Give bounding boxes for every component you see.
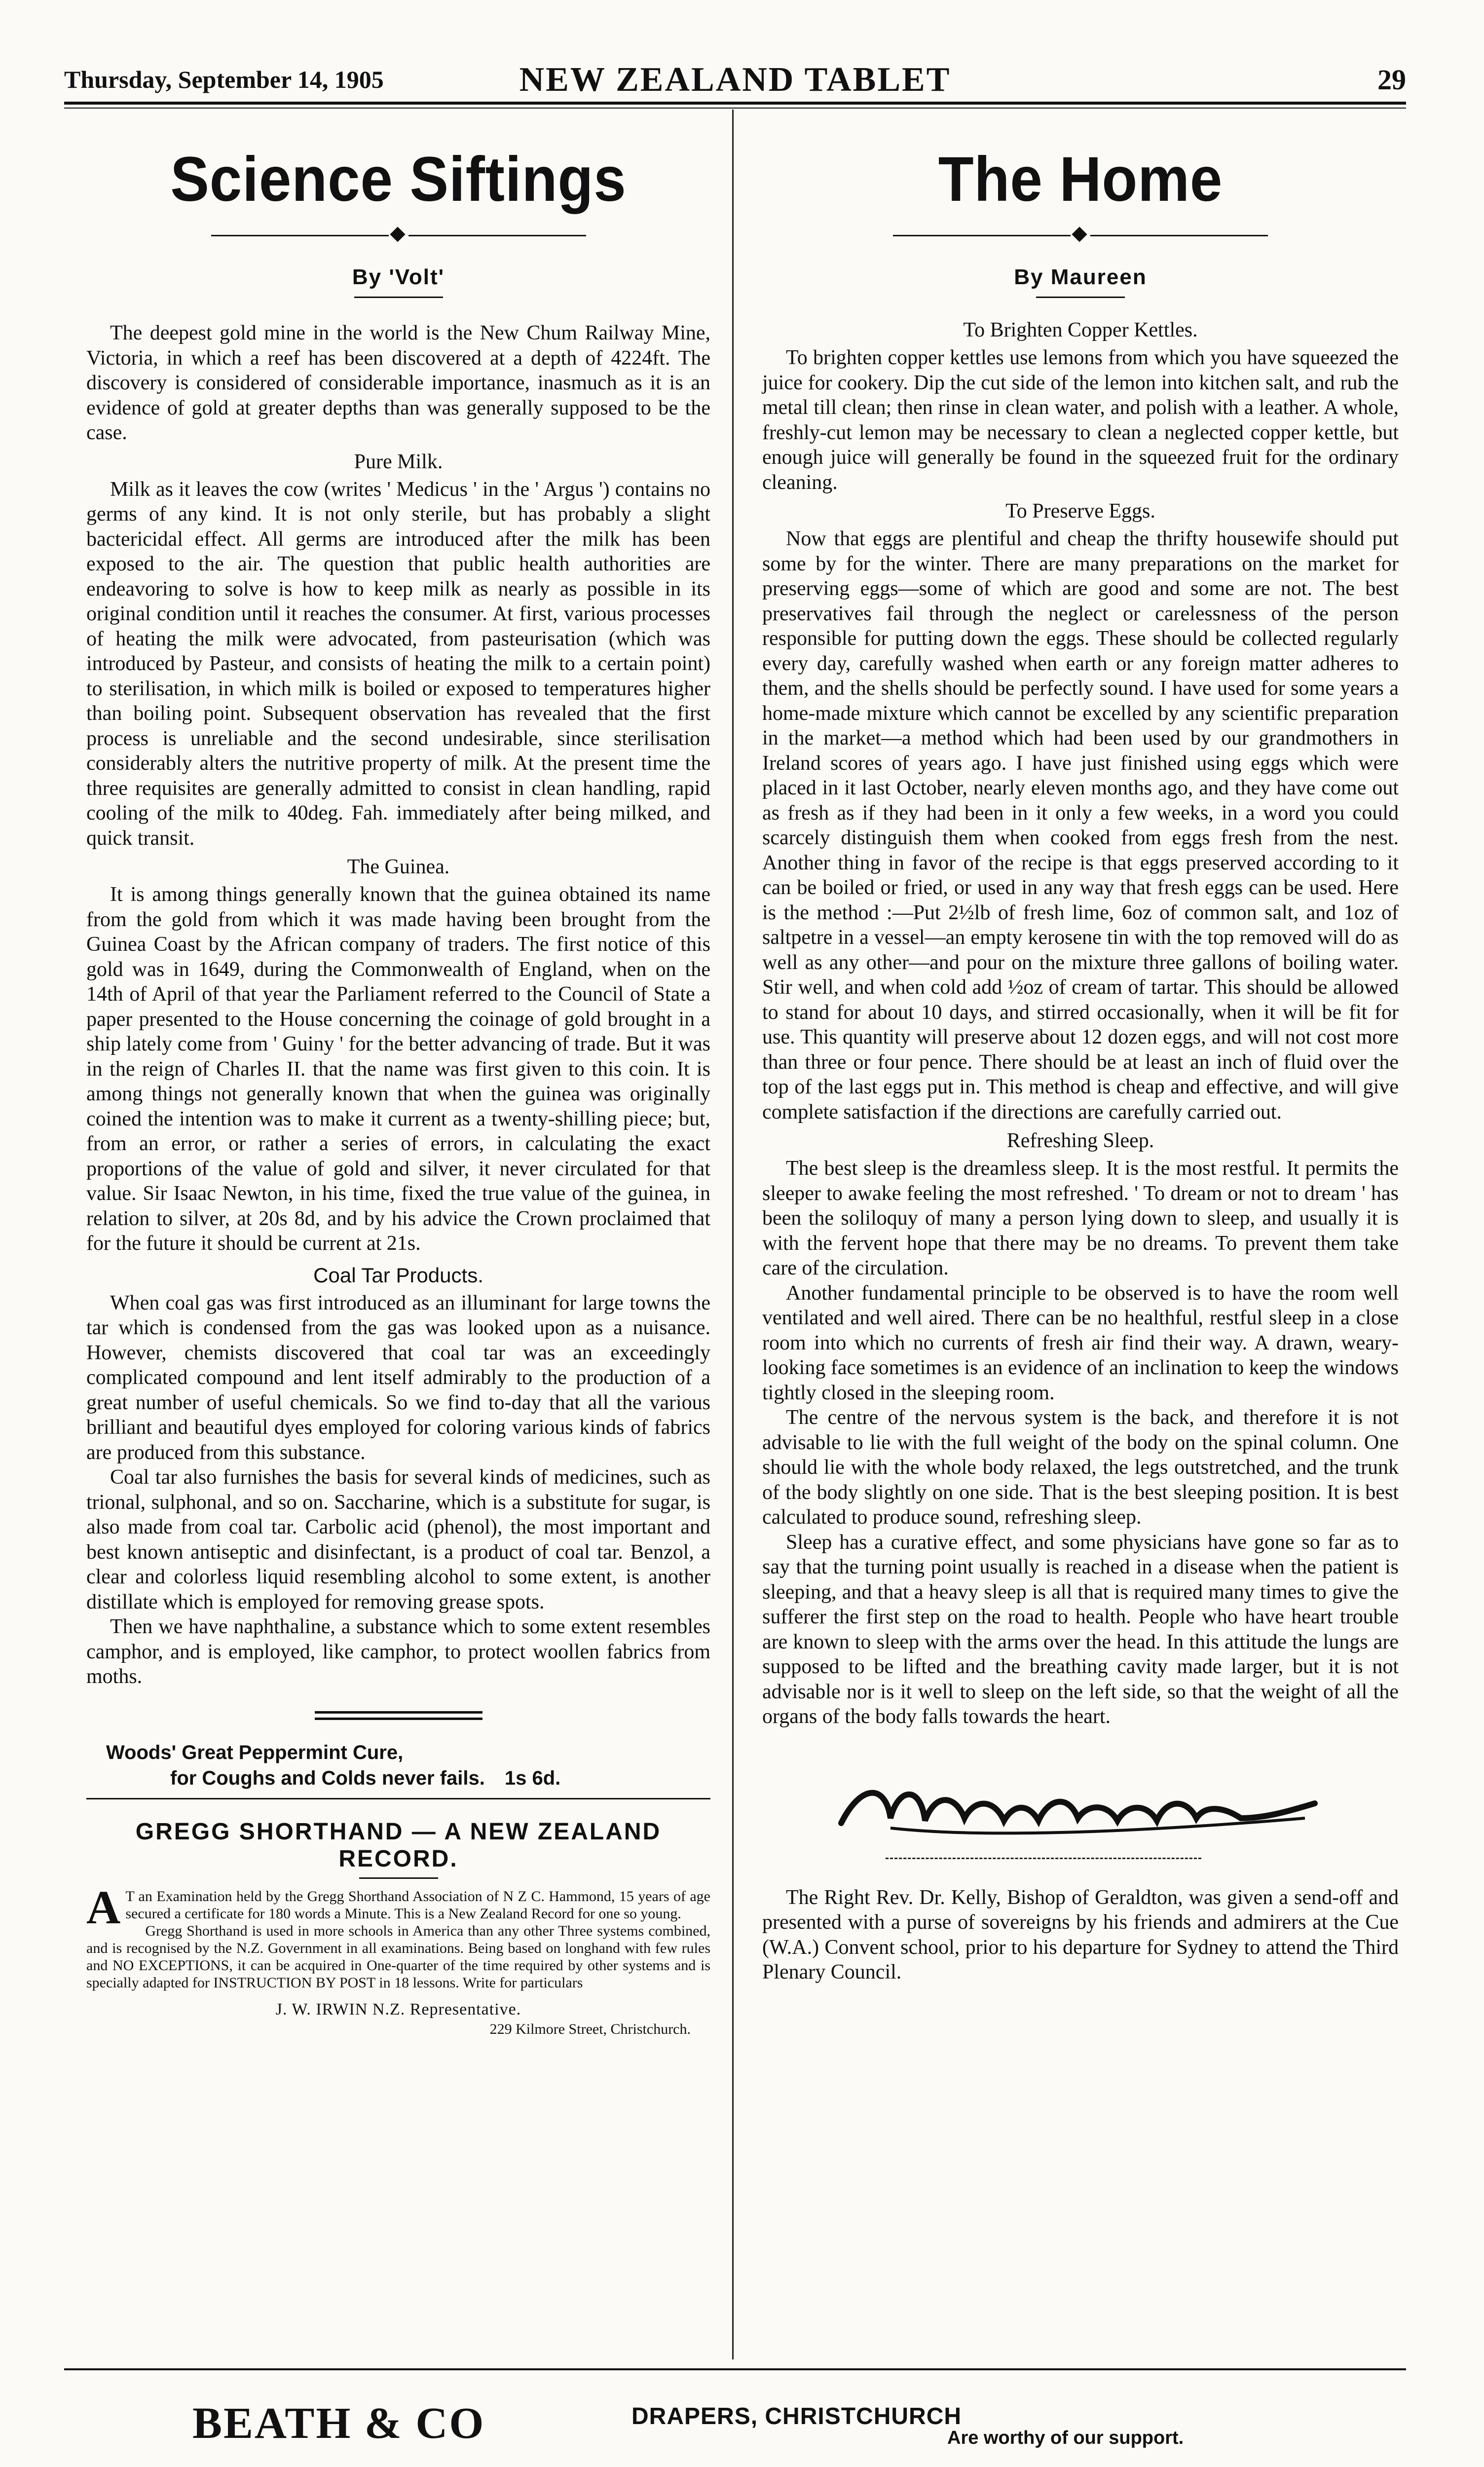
woods-advertisement <box>106 1740 710 1791</box>
section-double-rule <box>315 1711 482 1720</box>
gregg-text <box>86 1880 710 1991</box>
coaltar-paragraph-1: When coal gas was first introduced as an illuminant for large towns the tar which is condensed from the gas was looked upon as a nuisance. However, chemists discovered that coal tar was an exceedingly complicated compound and lent itself admirably to the production of a great number of useful chemicals. So we find to-day that all the various brilliant and beautiful dyes employed for coloring various kinds of fabrics are produced from this substance. <box>86 1291 710 1464</box>
byline-rule <box>354 297 443 298</box>
woods-price: 1s 6d. <box>504 1767 561 1789</box>
home-note <box>762 1885 1399 1985</box>
woods-line-1: Woods' Great Peppermint Cure, <box>106 1741 404 1763</box>
gregg-advertisement <box>86 1818 710 2038</box>
beath-brand: BEATH & CO <box>192 2399 485 2448</box>
science-intro: The deepest gold mine in the world is the New Chum Railway Mine, Victoria, in which a reef has been discovered at a depth of 4224ft. The discovery is considered of considerable importance, inasmuch as it is an evidence of gold at greater depths than was generally supposed to be the case. <box>86 322 710 444</box>
science-byline: By 'Volt' <box>352 265 445 289</box>
science-column <box>86 113 710 2038</box>
masthead <box>64 59 1406 104</box>
kettles-paragraph: To brighten copper kettles use lemons from which you have squeezed the juice for cookery. Dip the cut side of the lemon into kitchen salt, and rub the metal till clean; then rinse in clean water, and polish with a leather. A whole, freshly-cut lemon may be necessary to clean a neglected copper kettle, but enough juice will generally be found in the squeezed fruit for the ordinary cleaning. <box>762 346 1399 494</box>
issue-date: Thursday, September 14, 1905 <box>64 66 384 93</box>
beath-slogan: Are worthy of our support. <box>947 2428 1184 2448</box>
title-ornament <box>86 228 710 242</box>
gregg-signer: J. W. IRWIN N.Z. Representative. <box>275 2000 521 2018</box>
beath-advertisement <box>64 2368 1406 2448</box>
title-ornament <box>762 228 1399 242</box>
milk-paragraph: Milk as it leaves the cow (writes ' Medicus ' in the ' Argus ') contains no germs of any kind. It is not only sterile, but has probably a slight bactericidal effect. All germs are introduced after the milk has been exposed to the air. The question that public health authorities are endeavoring to solve is how to keep milk as nearly as possible in its original condition until it reaches the consumer. At first, various processes of heating the milk were advocated, from pasteurisation (which was introduced by Pasteur, and consists of heating the milk to a certain point) to sterilisation, in which milk is boiled or exposed to temperatures higher than boiling point. Subsequent observation has revealed that the first process is unreliable and the second undesirable, since sterilisation considerably alters the nutritive property of milk. At the present time the three requisites are generally admitted to consist in clean handling, rapid cooling of the milk to 40deg. Fah. immediately after being milked, and quick transit. <box>86 478 710 850</box>
sleep-heading: Refreshing Sleep. <box>1006 1129 1154 1152</box>
gregg-text-2: Gregg Shorthand is used in more schools in America than any other Three systems combined, and is recognised by the N.Z. Government in all examinations. Being based on longhand with few rules and NO EXCEPTIONS, it can be acquired in One-quarter of the time required by other systems and is specially adapted for INSTRUCTION BY POST in 18 lessons. Write for particulars <box>86 1922 710 1991</box>
milk-heading: Pure Milk. <box>354 450 443 473</box>
coaltar-paragraph-2: Coal tar also furnishes the basis for several kinds of medicines, such as trional, sulphonal, and so on. Saccharine, which is a substitute for sugar, is also made from coal tar. Carbolic acid (phenol), the most important and best known antiseptic and disinfectant, is a product of coal tar. Benzol, a clear and colorless liquid resembling alcohol to some extent, is another distillate which is employed for removing grease spots. <box>86 1466 710 1613</box>
sleep-paragraph-1: The best sleep is the dreamless sleep. It is the most restful. It permits the sleeper to awake feeling the most refreshed. ' To dream or not to dream ' has been the soliloquy of many a person lying down to sleep, and usually it is with the fervent hope that there may be no dreams. To prevent them take care of the circulation. <box>762 1157 1399 1279</box>
sleep-paragraph-3: The centre of the nervous system is the back, and therefore it is not advisable to lie with the full weight of the body on the spinal column. One should lie with the whole body relaxed, the legs outstretched, and the trunk of the body slightly on one side. That is the best sleeping position. It is best calculated to produce sound, refreshing sleep. <box>762 1406 1399 1529</box>
paper-title: NEW ZEALAND TABLET <box>519 61 951 99</box>
guinea-heading: The Guinea. <box>347 856 450 878</box>
ad-separator <box>86 1798 710 1799</box>
woods-line-2: for Coughs and Colds never fails. <box>170 1767 485 1789</box>
signature-graphic <box>831 1764 1325 1848</box>
page-number: 29 <box>1377 64 1406 96</box>
beath-trade: DRAPERS, CHRISTCHURCH <box>631 2403 962 2430</box>
masthead-rule-thin <box>64 108 1406 109</box>
kettles-heading: To Brighten Copper Kettles. <box>963 319 1198 341</box>
home-byline: By Maureen <box>1014 265 1147 289</box>
masthead-rule <box>64 102 1406 105</box>
signature-rule <box>886 1858 1201 1861</box>
science-title: Science Siftings <box>170 144 627 215</box>
science-body <box>86 321 710 1689</box>
gregg-dropcap: A <box>86 1880 121 1934</box>
kelly-note: The Right Rev. Dr. Kelly, Bishop of Geraldton, was given a send-off and presented with a purse of sovereigns by his friends and admirers at the Cue (W.A.) Convent school, prior to his departure for Sydney to attend the Third Plenary Council. <box>762 1886 1399 1983</box>
gregg-text-1: T an Examination held by the Gregg Shorthand Association of N Z C. Hammond, 15 years of age secured a certificate for 180 words a Minute. This is a New Zealand Record for one so young. <box>125 1888 710 1922</box>
maureen-signature <box>762 1764 1399 1848</box>
guinea-paragraph: It is among things generally known that the guinea obtained its name from the gold from which it was made having been brought from the Guinea Coast by the African company of traders. The first notice of this gold was in 1649, during the Commonwealth of England, when on the 14th of April of that year the Parliament referred to the Council of State a paper presented to the House concerning the coinage of gold brought in a ship lately come from ' Guiny ' for the better advancing of trade. But it was in the reign of Charles II. that the name was first given to this coin. It is among things not generally known that when the guinea was originally coined the intention was to make it current as a twenty-shilling piece; but, from an error, or rather a series of errors, in calculating the exact proportions of the value of gold and silver, it never circulated for that value. Sir Isaac Newton, in his time, fixed the true value of the guinea, in relation to silver, at 20s 8d, and by his advice the Crown proclaimed that for the future it should be current at 21s. <box>86 883 710 1255</box>
sleep-paragraph-2: Another fundamental principle to be observed is to have the room well ventilated and well aired. There can be no healthful, restful sleep in a close room into which no currents of fresh air find their way. A drawn, weary-looking face sometimes is an evidence of an inclination to keep the windows tightly closed in the sleeping room. <box>762 1281 1399 1404</box>
coaltar-heading: Coal Tar Products. <box>313 1263 483 1287</box>
coaltar-paragraph-3: Then we have naphthaline, a substance which to some extent resembles camphor, and is employed, like camphor, to protect woollen fabrics from moths. <box>86 1615 710 1688</box>
gregg-address: 229 Kilmore Street, Christchurch. <box>489 2020 691 2037</box>
sleep-paragraph-4: Sleep has a curative effect, and some physicians have gone so far as to say that the turning point usually is reached in a disease when the patient is sleeping, and that a heavy sleep is all that is required many times to give the sufferer the first step on the road to health. People who have heart trouble are known to sleep with the arms over the head. In this attitude the lungs are supposed to be lifted and the breathing cavity made larger, but it is not advisable nor is it well to sleep on the left side, so that the weight of all the organs of the body falls towards the heart. <box>762 1531 1399 1728</box>
home-column <box>762 113 1399 1985</box>
eggs-paragraph: Now that eggs are plentiful and cheap the thrifty housewife should put some by for the winter. There are many preparations on the market for preserving eggs—some of which are good and some are not. The best preservatives fail through the neglect or carelessness of the person responsible for putting down the eggs. These should be collected regularly every day, carefully washed when earth or any foreign matter adheres to them, and the shells should be perfectly sound. I have used for some years a home-made mixture which cannot be excelled by any scientific preparation in the market—a method which had been used by our grandmothers in Ireland scores of years ago. I have just finished using eggs which were placed in it last October, nearly eleven months ago, and they have come out as fresh as if they had been in it only a few weeks, in a word you could scarcely distinguish them when cooked from eggs fresh from the nest. Another thing in favor of the recipe is that eggs preserved according to it can be boiled or fried, or used in any way that fresh eggs can be used. Here is the method :—Put 2½lb of fresh lime, 6oz of common salt, and 1oz of saltpetre in a vessel—an empty kerosene tin with the top removed will do as well as any other—and pour on the mixture three gallons of boiling water. Stir well, and when cold add ½oz of cream of tartar. This should be allowed to stand for about 10 days, and stirred occasionally, when it will be fit for use. This quantity will preserve about 12 dozen eggs, and will not cost more than three or four pence. There should be at least an inch of fluid over the top of the last eggs put in. This method is cheap and effective, and will give complete satisfaction if the directions are carefully carried out. <box>762 527 1399 1123</box>
byline-rule <box>1036 297 1125 298</box>
home-body <box>762 318 1399 1729</box>
eggs-heading: To Preserve Eggs. <box>1005 500 1155 523</box>
home-title: The Home <box>938 144 1223 215</box>
gregg-heading: GREGG SHORTHAND — A NEW ZEALAND RECORD. <box>135 1818 662 1872</box>
column-divider <box>732 110 734 2359</box>
